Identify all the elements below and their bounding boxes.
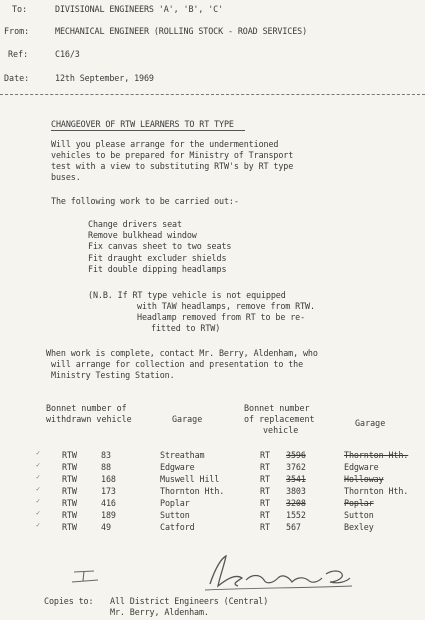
withdrawn-number: 173 [101, 486, 116, 496]
withdrawn-type: RTW [62, 498, 77, 508]
replacement-garage: Edgware [344, 462, 379, 472]
replacement-number: 3803 [286, 486, 306, 496]
withdrawn-number: 189 [101, 510, 116, 520]
garage: Poplar [160, 498, 190, 508]
replacement-type: RT [260, 498, 270, 508]
withdrawn-number: 168 [101, 474, 116, 484]
garage: Muswell Hill [160, 474, 220, 484]
replacement-type: RT [260, 474, 270, 484]
header-withdrawn-line2: withdrawn vehicle [46, 414, 132, 424]
withdrawn-number: 88 [101, 462, 111, 472]
replacement-number: 3541 [286, 474, 306, 484]
copies-recipient: All District Engineers (Central) [110, 596, 269, 606]
contact-line: Ministry Testing Station. [51, 370, 175, 380]
header-replacement-line2: of replacement [244, 414, 315, 424]
intro-line: buses. [51, 172, 81, 182]
withdrawn-type: RTW [62, 450, 77, 460]
copies-recipient: Mr. Berry, Aldenham. [110, 607, 209, 617]
header-replacement-line1: Bonnet number [244, 403, 310, 413]
garage: Catford [160, 522, 195, 532]
replacement-garage: Bexley [344, 522, 374, 532]
replacement-garage: Thornton Hth. [344, 486, 409, 496]
ref-label: Ref: [8, 49, 29, 59]
replacement-type: RT [260, 486, 270, 496]
intro-line: test with a view to substituting RTW's by RT type [51, 161, 294, 171]
replacement-number: 567 [286, 522, 301, 532]
check-mark-icon: ✓ [36, 521, 41, 529]
to-value: DIVISIONAL ENGINEERS 'A', 'B', 'C' [55, 4, 224, 14]
withdrawn-number: 416 [101, 498, 116, 508]
work-item: Fix canvas sheet to two seats [88, 241, 232, 251]
from-label: From: [4, 26, 30, 36]
replacement-garage: Poplar [344, 498, 374, 508]
garage: Edgware [160, 462, 195, 472]
check-mark-icon: ✓ [36, 473, 41, 481]
note-line: fitted to RTW) [151, 323, 221, 333]
replacement-type: RT [260, 522, 270, 532]
replacement-number: 3208 [286, 498, 306, 508]
intro-line: Will you please arrange for the undermentioned [51, 139, 279, 149]
replacement-type: RT [260, 462, 270, 472]
check-mark-icon: ✓ [36, 497, 41, 505]
withdrawn-type: RTW [62, 462, 77, 472]
replacement-type: RT [260, 510, 270, 520]
intro-line: vehicles to be prepared for Ministry of Transport [51, 150, 294, 160]
work-item: Fit draught excluder shields [88, 253, 227, 263]
contact-line: When work is complete, contact Mr. Berry, Aldenham, who [46, 348, 318, 358]
header-garage: Garage [172, 414, 203, 424]
replacement-garage: Sutton [344, 510, 374, 520]
ref-value: C16/3 [55, 49, 80, 59]
check-mark-icon: ✓ [36, 485, 41, 493]
withdrawn-number: 83 [101, 450, 111, 460]
replacement-garage: Holloway [344, 474, 384, 484]
subject-heading: CHANGEOVER OF RTW LEARNERS TO RT TYPE [51, 119, 234, 129]
contact-line: will arrange for collection and presentation to the [51, 359, 304, 369]
handwritten-signature [60, 548, 400, 598]
withdrawn-type: RTW [62, 522, 77, 532]
work-item: Remove bulkhead window [88, 230, 197, 240]
garage: Streatham [160, 450, 205, 460]
withdrawn-number: 49 [101, 522, 111, 532]
garage: Thornton Hth. [160, 486, 225, 496]
withdrawn-type: RTW [62, 474, 77, 484]
date-value: 12th September, 1969 [55, 73, 154, 83]
check-mark-icon: ✓ [36, 509, 41, 517]
replacement-type: RT [260, 450, 270, 460]
check-mark-icon: ✓ [36, 449, 41, 457]
replacement-garage: Thornton Hth. [344, 450, 409, 460]
copies-label: Copies to: [44, 596, 94, 606]
note-line: with TAW headlamps, remove from RTW. [137, 301, 315, 311]
work-heading: The following work to be carried out:- [51, 196, 239, 206]
header-replacement-line3: vehicle [263, 425, 299, 435]
replacement-number: 3596 [286, 450, 306, 460]
note-line: (N.B. If RT type vehicle is not equipped [88, 290, 286, 300]
subject-underline [51, 130, 245, 131]
to-label: To: [12, 4, 28, 14]
header-divider [0, 94, 425, 95]
work-item: Fit double dipping headlamps [88, 264, 227, 274]
header-withdrawn-line1: Bonnet number of [46, 403, 127, 413]
withdrawn-type: RTW [62, 510, 77, 520]
replacement-number: 1552 [286, 510, 306, 520]
replacement-number: 3762 [286, 462, 306, 472]
from-value: MECHANICAL ENGINEER (ROLLING STOCK - ROAD SERVICES) [55, 26, 308, 36]
garage: Sutton [160, 510, 190, 520]
work-item: Change drivers seat [88, 219, 182, 229]
header-replacement-garage: Garage [355, 418, 386, 428]
note-line: Headlamp removed from RT to be re- [137, 312, 306, 322]
check-mark-icon: ✓ [36, 461, 41, 469]
withdrawn-type: RTW [62, 486, 77, 496]
date-label: Date: [4, 73, 30, 83]
